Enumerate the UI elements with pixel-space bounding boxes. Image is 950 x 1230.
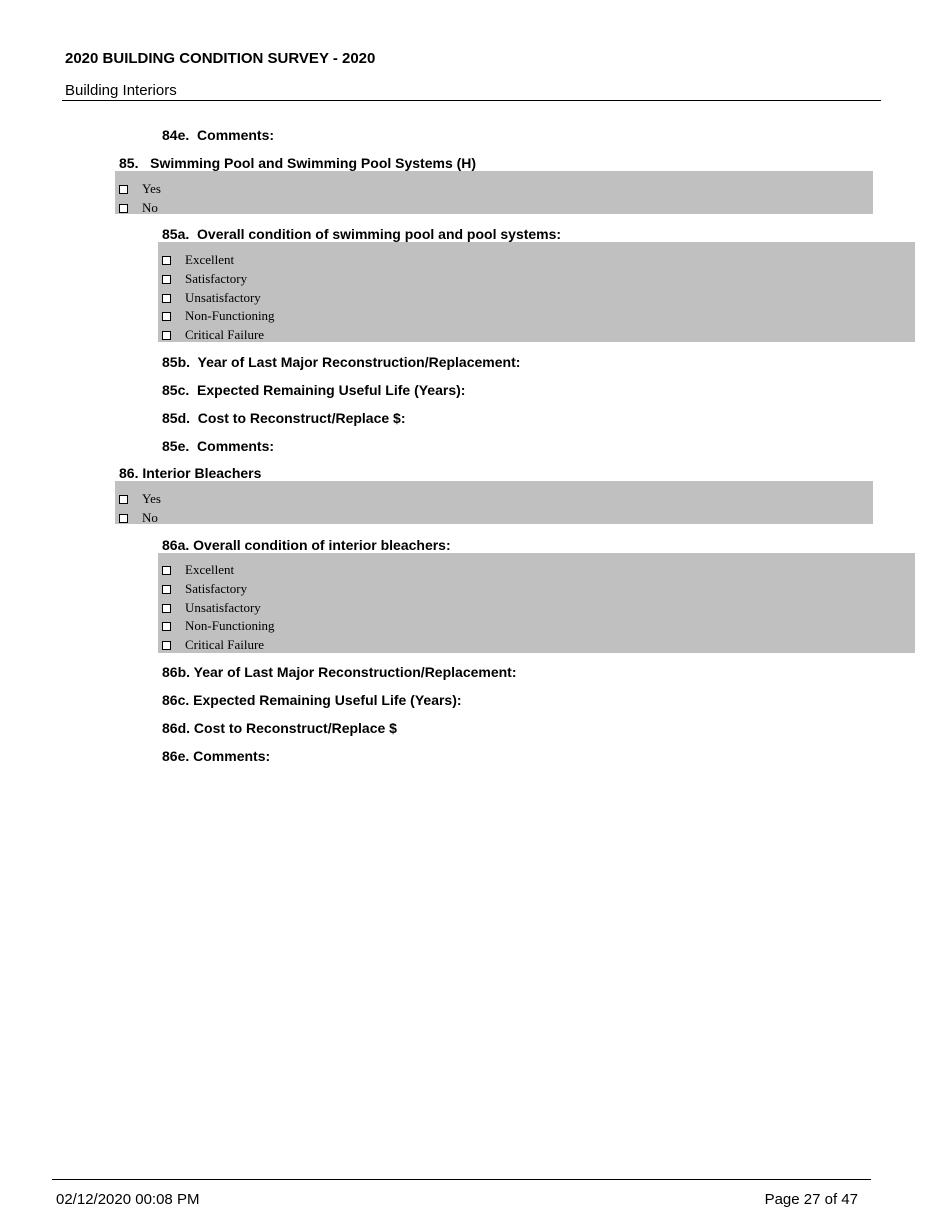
- question-85a-label: 85a. Overall condition of swimming pool and pool systems:: [162, 226, 562, 242]
- checkbox[interactable]: [162, 585, 171, 594]
- page-title: 2020 BUILDING CONDITION SURVEY - 2020: [65, 50, 376, 67]
- question-86c-label: 86c. Expected Remaining Useful Life (Years):: [162, 692, 462, 708]
- question-86a-options: [158, 553, 915, 653]
- checkbox[interactable]: [119, 185, 128, 194]
- question-85-option-yes[interactable]: Yes: [119, 181, 161, 196]
- question-85e-label: 85e. Comments:: [162, 438, 275, 454]
- checkbox[interactable]: [162, 641, 171, 650]
- header-divider: [62, 100, 881, 101]
- footer-timestamp: 02/12/2020 00:08 PM: [56, 1191, 200, 1208]
- question-84e-label: 84e. Comments:: [162, 127, 275, 143]
- question-86a-option-non-functioning[interactable]: Non-Functioning: [162, 618, 275, 633]
- question-85a-option-non-functioning[interactable]: Non-Functioning: [162, 308, 275, 323]
- question-85a-option-excellent[interactable]: Excellent: [162, 252, 234, 267]
- question-86a-option-unsatisfactory[interactable]: Unsatisfactory: [162, 600, 261, 615]
- checkbox[interactable]: [162, 275, 171, 284]
- question-85-label: 85. Swimming Pool and Swimming Pool Systems (H): [119, 155, 477, 171]
- question-86d-label: 86d. Cost to Reconstruct/Replace $: [162, 720, 397, 736]
- question-85-options: [115, 171, 873, 214]
- checkbox[interactable]: [162, 312, 171, 321]
- question-86-options: [115, 481, 873, 524]
- question-86a-label: 86a. Overall condition of interior bleachers:: [162, 537, 451, 553]
- page-number: Page 27 of 47: [764, 1191, 858, 1208]
- checkbox[interactable]: [162, 566, 171, 575]
- question-85a-option-satisfactory[interactable]: Satisfactory: [162, 271, 247, 286]
- section-name: Building Interiors: [65, 82, 177, 99]
- checkbox[interactable]: [162, 622, 171, 631]
- checkbox[interactable]: [162, 294, 171, 303]
- question-86-option-no[interactable]: No: [119, 510, 158, 525]
- question-86e-label: 86e. Comments:: [162, 748, 271, 764]
- question-86b-label: 86b. Year of Last Major Reconstruction/Replacement:: [162, 664, 517, 680]
- checkbox[interactable]: [119, 204, 128, 213]
- question-85c-label: 85c. Expected Remaining Useful Life (Years):: [162, 382, 466, 398]
- question-86-label: 86. Interior Bleachers: [119, 465, 262, 481]
- question-85b-label: 85b. Year of Last Major Reconstruction/Replacement:: [162, 354, 521, 370]
- question-85a-option-critical-failure[interactable]: Critical Failure: [162, 327, 264, 342]
- question-86a-option-satisfactory[interactable]: Satisfactory: [162, 581, 247, 596]
- question-85a-options: [158, 242, 915, 342]
- checkbox[interactable]: [119, 514, 128, 523]
- question-86a-option-critical-failure[interactable]: Critical Failure: [162, 637, 264, 652]
- footer-divider: [52, 1179, 871, 1180]
- question-86-option-yes[interactable]: Yes: [119, 491, 161, 506]
- checkbox[interactable]: [162, 256, 171, 265]
- question-86a-option-excellent[interactable]: Excellent: [162, 562, 234, 577]
- checkbox[interactable]: [162, 604, 171, 613]
- checkbox[interactable]: [162, 331, 171, 340]
- question-85d-label: 85d. Cost to Reconstruct/Replace $:: [162, 410, 406, 426]
- checkbox[interactable]: [119, 495, 128, 504]
- question-85-option-no[interactable]: No: [119, 200, 158, 215]
- question-85a-option-unsatisfactory[interactable]: Unsatisfactory: [162, 290, 261, 305]
